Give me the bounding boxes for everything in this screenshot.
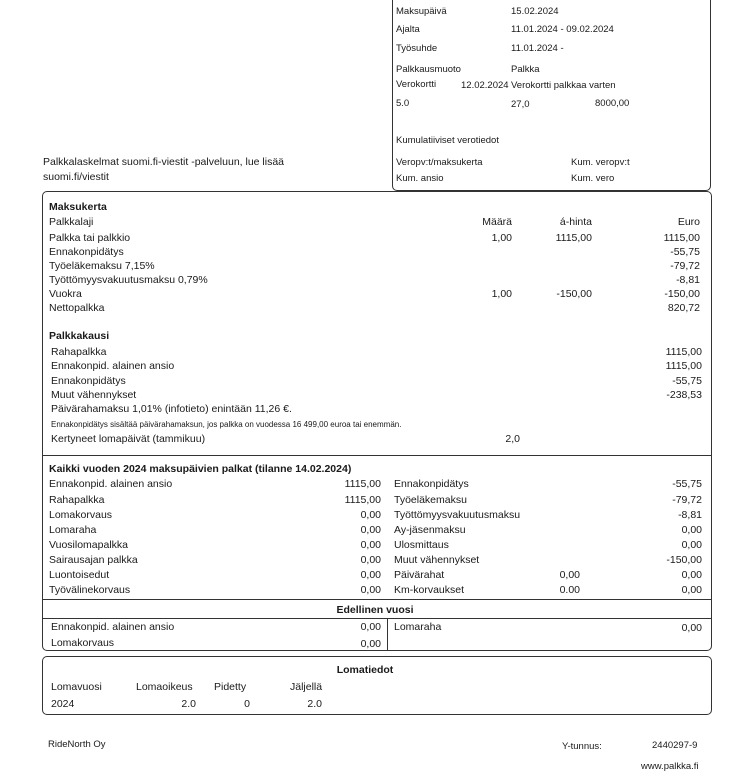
row-label: Työttömyysvakuutusmaksu 0,79% [49, 274, 208, 286]
section-divider [42, 599, 712, 600]
maksupaiva-value: 15.02.2024 [511, 6, 559, 17]
edellinen-title: Edellinen vuosi [336, 604, 414, 616]
tax-a: 5.0 [396, 98, 410, 109]
vuosi-left-label: Lomakorvaus [49, 509, 113, 521]
vuosi-right-value: 0,00 [681, 524, 702, 536]
edellinen-divider [42, 618, 712, 619]
ytunnus-label: Y-tunnus: [562, 741, 602, 752]
palkkakausi-value: -238,53 [666, 389, 702, 401]
palkkausmuoto-value: Palkka [511, 64, 540, 75]
company-name: RideNorth Oy [48, 739, 106, 750]
col-ahinta: á-hinta [559, 216, 592, 228]
edellinen-vline [387, 618, 388, 651]
row-maara: 1,00 [491, 232, 512, 244]
palkkausmuoto-label: Palkkausmuoto [396, 64, 461, 75]
paivaraha-note: Ennakonpidätys sisältää päivärahamaksun, jos palkka on vuodessa 16 499,00 euroa tai enemmän. [51, 420, 402, 429]
kertyneet-value: 2,0 [505, 433, 520, 445]
veropvt-label: Veropv:t/maksukerta [396, 157, 483, 168]
vuosi-left-value: 1115,00 [344, 494, 381, 506]
palkkakausi-label: Ennakonpid. alainen ansio [51, 360, 175, 372]
pidetty-value: 0 [244, 698, 250, 710]
vuosi-right-value: -150,00 [666, 554, 702, 566]
vuosi-right-value: 0,00 [681, 569, 702, 581]
palkkakausi-value: 1115,00 [665, 360, 702, 372]
vuosi-left-label: Rahapalkka [49, 494, 105, 506]
col-pidetty: Pidetty [214, 681, 247, 693]
edellinen-lomaraha-value: 0,00 [681, 622, 702, 634]
vuosi-left-value: 1115,00 [344, 478, 381, 490]
vuosi-right-value: 0,00 [681, 584, 702, 596]
row-label: Ennakonpidätys [49, 246, 124, 258]
row-euro: 820,72 [667, 302, 700, 314]
row-label: Työeläkemaksu 7,15% [49, 260, 155, 272]
row-label: Palkka tai palkkio [49, 232, 131, 244]
vuosi-right-label: Ulosmittaus [394, 539, 449, 551]
vuosi-right-label: Päivärahat [394, 569, 445, 581]
vuosi-left-value: 0,00 [360, 539, 381, 551]
vuosi-left-label: Sairausajan palkka [49, 554, 138, 566]
vuosi-right-label: Ay-jäsenmaksu [394, 524, 466, 536]
kum-vero-label: Kum. vero [571, 173, 615, 184]
vuosi-left-label: Työvälinekorvaus [49, 584, 131, 596]
row-euro: -150,00 [664, 288, 700, 300]
vuosi-right-label: Työttömyysvakuutusmaksu [394, 509, 521, 521]
verokortti-date: 12.02.2024 [461, 80, 509, 91]
row-euro: -55,75 [670, 246, 700, 258]
col-palkkalaji: Palkkalaji [49, 216, 94, 228]
jaljella-value: 2.0 [307, 698, 322, 710]
vuosi-left-value: 0,00 [360, 509, 381, 521]
row-euro: 1115,00 [663, 232, 700, 244]
vuosi-right-value: -55,75 [672, 478, 702, 490]
ajalta-value: 11.01.2024 - 09.02.2024 [511, 24, 614, 35]
verokortti-label: Verokortti [396, 79, 437, 90]
ytunnus-value: 2440297-9 [652, 740, 698, 751]
vuosi-left-label: Luontoisedut [49, 569, 110, 581]
palkkakausi-value: 1115,00 [665, 346, 702, 358]
edellinen-lomaraha-label: Lomaraha [394, 621, 442, 633]
paivaraha-info: Päivärahamaksu 1,01% (infotieto) enintään 11,26 €. [51, 403, 292, 415]
vuosi-right-value: -8,81 [678, 509, 702, 521]
palkkakausi-title: Palkkakausi [49, 330, 110, 342]
edellinen-lomakorvaus-label: Lomakorvaus [51, 637, 115, 649]
col-maara: Määrä [482, 216, 512, 228]
col-jaljella: Jäljellä [290, 681, 323, 693]
tyosuhde-label: Työsuhde [396, 43, 438, 54]
row-label: Nettopalkka [49, 302, 105, 314]
palkkakausi-label: Muut vähennykset [51, 389, 137, 401]
lomatiedot-title: Lomatiedot [336, 664, 394, 676]
lomaoikeus-value: 2.0 [181, 698, 196, 710]
vuosi-right-label: Työeläkemaksu [394, 494, 467, 506]
maksukerta-title: Maksukerta [49, 201, 107, 213]
col-lomavuosi: Lomavuosi [51, 681, 102, 693]
tax-c: 8000,00 [595, 98, 630, 109]
tax-b: 27,0 [511, 99, 530, 110]
kum-veropvt-label: Kum. veropv:t [571, 157, 630, 168]
vuosi-left-value: 0,00 [360, 584, 381, 596]
vuosi-left-value: 0,00 [360, 554, 381, 566]
edellinen-ennakonpid-value: 0,00 [360, 621, 381, 633]
vuosi-right-value: 0,00 [681, 539, 702, 551]
kum-ansio-label: Kum. ansio [396, 173, 444, 184]
kertyneet-label: Kertyneet lomapäivät (tammikuu) [51, 433, 206, 445]
ajalta-label: Ajalta [396, 24, 420, 35]
vuosi-left-value: 0,00 [360, 524, 381, 536]
vuosi-right-mid: 0,00 [559, 569, 580, 581]
section-divider [42, 455, 712, 456]
col-lomaoikeus: Lomaoikeus [136, 681, 193, 693]
vuosi-left-label: Lomaraha [49, 524, 97, 536]
col-euro: Euro [677, 216, 700, 228]
edellinen-lomakorvaus-value: 0,00 [360, 638, 381, 650]
palkkakausi-label: Rahapalkka [51, 346, 107, 358]
vuosi-right-label: Ennakonpidätys [394, 478, 469, 490]
vuosi-left-label: Ennakonpid. alainen ansio [49, 478, 173, 490]
row-ahinta: 1115,00 [555, 232, 592, 244]
tyosuhde-value: 11.01.2024 - [511, 43, 564, 54]
vuosi-right-value: -79,72 [672, 494, 702, 506]
kumulatiiviset-label: Kumulatiiviset verotiedot [396, 135, 499, 146]
verokortti-desc: Verokortti palkkaa varten [511, 80, 616, 91]
vuosi-right-mid: 0.00 [559, 584, 580, 596]
row-ahinta: -150,00 [556, 288, 592, 300]
edellinen-ennakonpid-label: Ennakonpid. alainen ansio [51, 621, 175, 633]
suomifi-notice-line1: Palkkalaskelmat suomi.fi-viestit -palveluun, lue lisää [43, 156, 285, 168]
palkkakausi-label: Ennakonpidätys [51, 375, 126, 387]
row-euro: -79,72 [670, 260, 700, 272]
vuosi-left-label: Vuosilomapalkka [49, 539, 128, 551]
vuosi-left-value: 0,00 [360, 569, 381, 581]
maksupaiva-label: Maksupäivä [396, 6, 447, 17]
row-euro: -8,81 [676, 274, 700, 286]
suomifi-notice-line2: suomi.fi/viestit [43, 171, 109, 183]
website: www.palkka.fi [641, 761, 699, 772]
lomavuosi-value: 2024 [51, 698, 75, 710]
vuosi-title: Kaikki vuoden 2024 maksupäivien palkat (tilanne 14.02.2024) [49, 463, 352, 475]
palkkakausi-value: -55,75 [672, 375, 702, 387]
vuosi-right-label: Muut vähennykset [394, 554, 480, 566]
row-label: Vuokra [49, 288, 82, 300]
vuosi-right-label: Km-korvaukset [394, 584, 465, 596]
row-maara: 1,00 [491, 288, 512, 300]
